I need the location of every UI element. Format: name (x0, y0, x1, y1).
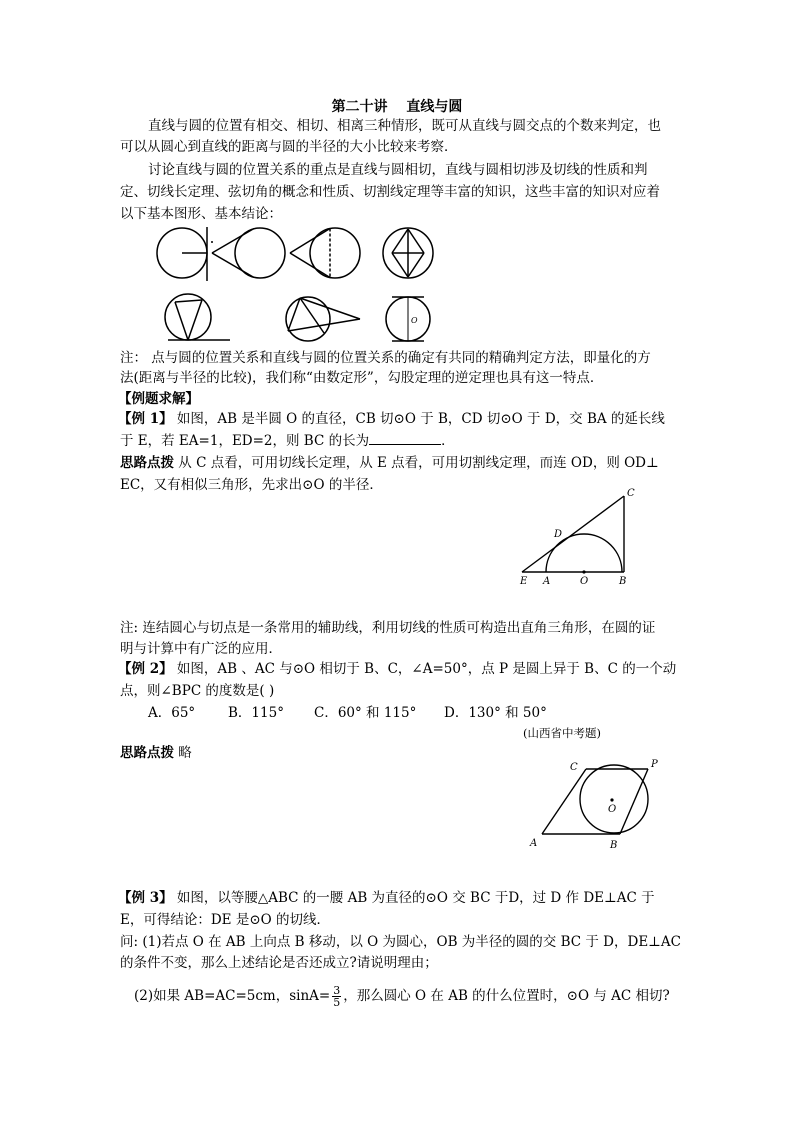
note-1-line-2: 法(距离与半径的比较)，我们称“由数定形”，勾股定理的逆定理也具有这一特点． (120, 370, 604, 386)
example-2-hint-text: 略 (174, 745, 192, 761)
example-1-hint-text-1: 从 C 点看，可用切线长定理，从 E 点看，可用切割线定理，而连 OD，则 OD⊥ (174, 455, 659, 471)
label-d: D (554, 529, 563, 540)
hint-label: 思路点拨 (120, 455, 174, 471)
example-3-line-5 (134, 983, 670, 1009)
option-b: B．115° (228, 705, 284, 721)
example-2-line-1 (118, 659, 676, 679)
example-3-line-2: E，可得结论：DE 是⊙O 的切线． (120, 912, 330, 928)
example-2-text-1: 如图，AB 、AC 与⊙O 相切于 B、C，∠A=50°，点 P 是圆上异于 B、C 的一个动 (172, 661, 677, 677)
example-1-hint-line-2: EC，又有相似三角形，先求出⊙O 的半径． (120, 477, 383, 493)
example-2-figure (524, 752, 664, 852)
example-1-line-1 (118, 409, 665, 429)
source-note: (山西省中考题) (523, 726, 601, 740)
example-2-label: 【例 2】 (118, 661, 173, 677)
label-b-2: B (610, 840, 618, 851)
option-c: C．60° 和 115° (314, 705, 417, 721)
example-3-text-5b: ，那么圆心 O 在 AB 的什么位置时，⊙O 与 AC 相切? (343, 988, 670, 1004)
option-a: A．65° (148, 705, 196, 721)
intro-line-3: 讨论直线与圆的位置关系的重点是直线与圆相切，直线与圆相切涉及切线的性质和判 (148, 162, 648, 178)
label-o-2: O (608, 804, 617, 815)
example-1-text-1: 如图，AB 是半圆 O 的直径，CB 切⊙O 于 B，CD 切⊙O 于 D，交 BA 的延长线 (172, 411, 665, 427)
sin-fraction (332, 985, 341, 1008)
intro-line-1: 直线与圆的位置有相交、相切、相离三种情形，既可从直线与圆交点的个数来判定，也 (148, 118, 661, 134)
intro-line-2: 可以从圆心到直线的距离与圆的半径的大小比较来考察． (120, 139, 458, 155)
label-o: O (580, 576, 589, 587)
example-3-text-1: 如图，以等腰△ABC 的一腰 AB 为直径的⊙O 交 BC 于D，过 D 作 DE⊥AC 于 (172, 890, 655, 906)
example-1-label: 【例 1】 (118, 411, 173, 427)
basic-figures-row-1 (150, 225, 450, 283)
section-heading: 【例题求解】 (118, 391, 199, 407)
example-3-text-5a: (2)如果 AB=AC=5cm，sinA= (134, 988, 331, 1004)
fraction-numerator: 3 (333, 984, 341, 997)
option-d: D．130° 和 50° (444, 705, 547, 721)
label-e: E (520, 576, 528, 587)
label-a: A (543, 576, 551, 587)
intro-line-5: 以下基本图形、基本结论： (120, 206, 282, 222)
intro-line-4: 定、切线长定理、弦切角的概念和性质、切割线定理等丰富的知识，这些丰富的知识对应着 (120, 184, 660, 200)
note-2-line-2: 明与计算中有广泛的应用． (120, 641, 282, 657)
note-2-line-1: 注: 连结圆心与切点是一条常用的辅助线，利用切线的性质可构造出直角三角形，在圆的证 (120, 620, 656, 636)
svg-text:O: O (411, 316, 418, 325)
hint-label-2: 思路点拨 (120, 745, 174, 761)
label-c-2: C (570, 762, 578, 773)
example-1-line-2 (120, 431, 455, 451)
example-2-line-2: 点，则∠BPC 的度数是( ) (120, 683, 275, 699)
label-a-2: A (530, 838, 538, 849)
fraction-denominator: 5 (333, 996, 341, 1009)
label-c: C (627, 488, 635, 499)
example-3-line-4: 的条件不变，那么上述结论是否还成立?请说明理由； (120, 955, 438, 971)
example-1-hint-line-1 (120, 453, 659, 473)
basic-figures-row-2 (160, 293, 440, 345)
answer-blank (369, 432, 441, 445)
label-b: B (619, 576, 627, 587)
example-1-figure (512, 484, 646, 588)
example-3-line-3: 问: (1)若点 O 在 AB 上向点 B 移动，以 O 为圆心，OB 为半径的圆的交 BC 于 D，DE⊥AC (120, 934, 681, 950)
example-1-text-2: 于 E，若 EA=1，ED=2，则 BC 的长为 (120, 433, 370, 449)
example-2-hint (120, 743, 192, 763)
example-3-line-1 (118, 888, 655, 908)
page-title: 第二十讲 直线与圆 (331, 99, 463, 115)
example-3-label: 【例 3】 (118, 890, 173, 906)
example-1-text-2-end: ． (441, 433, 455, 449)
label-p: P (651, 759, 658, 770)
note-1-line-1: 注： 点与圆的位置关系和直线与圆的位置关系的确定有共同的精确判定方法，即量化的方 (120, 350, 651, 366)
